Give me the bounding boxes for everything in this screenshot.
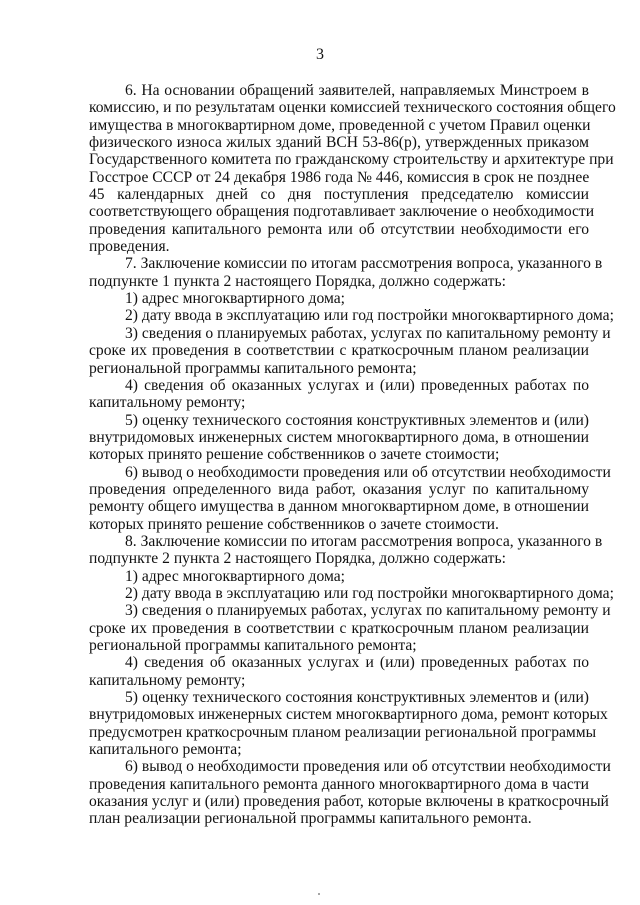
text-line: имущества в многоквартирном доме, проведенной с учетом Правил оценки <box>89 116 591 134</box>
text-line: сроке их проведения в соответствии с краткосрочным планом реализации <box>89 342 589 360</box>
text-line: 4) сведения об оказанных услугах и (или) проведенных работах по <box>125 376 589 394</box>
text-line: которых принято решение собственников о зачете стоимости. <box>89 515 499 533</box>
text-line: 5) оценку технического состояния конструктивных элементов и (или) <box>125 411 589 429</box>
text-line: капитальному ремонту; <box>89 394 246 412</box>
text-line: которых принято решение собственников о зачете стоимости; <box>89 446 500 464</box>
text-line: 6) вывод о необходимости проведения или об отсутствии необходимости <box>125 463 611 481</box>
page-number: 3 <box>316 46 324 63</box>
text-line: 2) дату ввода в эксплуатацию или год постройки многоквартирного дома; <box>125 307 614 325</box>
text-line: проведения капитального ремонта данного многоквартирного дома в части <box>89 775 589 793</box>
text-line: соответствующего обращения подготавливает заключение о необходимости <box>89 203 595 221</box>
text-line: подпункте 1 пункта 2 настоящего Порядка, должно содержать: <box>89 272 506 290</box>
text-line: Государственного комитета по гражданскому строительству и архитектуре при <box>89 151 614 169</box>
text-line: 3) сведения о планируемых работах, услугах по капитальному ремонту и <box>125 602 611 620</box>
text-line: 6. На основании обращений заявителей, направляемых Минстроем в <box>125 82 589 99</box>
text-line: 7. Заключение комиссии по итогам рассмотрения вопроса, указанного в <box>125 255 603 273</box>
text-line: 3) сведения о планируемых работах, услугах по капитальному ремонту и <box>125 324 611 342</box>
text-line: проведения определенного вида работ, оказания услуг по капитальному <box>89 480 589 498</box>
text-line: 8. Заключение комиссии по итогам рассмотрения вопроса, указанного в <box>125 532 603 550</box>
scan-speck <box>318 893 320 895</box>
text-line: внутридомовых инженерных систем многоквартирного дома, ремонт которых <box>89 706 608 724</box>
text-line: предусмотрен краткосрочным планом реализации региональной программы <box>89 723 597 741</box>
text-line: 2) дату ввода в эксплуатацию или год постройки многоквартирного дома; <box>125 584 614 602</box>
document-body <box>89 82 616 828</box>
text-line: капитального ремонта; <box>89 741 242 759</box>
text-line: региональной программы капитального ремонта; <box>89 637 417 654</box>
text-line: капитальному ремонту; <box>89 671 246 689</box>
text-line: 1) адрес многоквартирного дома; <box>125 290 345 308</box>
text-line: план реализации региональной программы капитального ремонта. <box>89 810 532 828</box>
text-line: комиссию, и по результатам оценки комиссией технического состояния общего <box>89 99 616 117</box>
text-line: физического износа жилых зданий ВСН 53-86(р), утвержденных приказом <box>89 134 589 152</box>
text-line: региональной программы капитального ремонта; <box>89 359 417 377</box>
text-line: 4) сведения об оказанных услугах и (или) проведенных работах по <box>125 654 589 672</box>
text-line: оказания услуг и (или) проведения работ, которые включены в краткосрочный <box>89 793 609 811</box>
text-line: 45 календарных дней со дня поступления председателю комиссии <box>89 186 589 204</box>
text-line: проведения капитального ремонта или об отсутствии необходимости его <box>89 220 589 238</box>
text-line: ремонту общего имущества в данном многоквартирном доме, в отношении <box>89 498 589 516</box>
text-line: 6) вывод о необходимости проведения или об отсутствии необходимости <box>125 758 611 776</box>
text-line: 5) оценку технического состояния конструктивных элементов и (или) <box>125 689 589 707</box>
text-line: Госстрое СССР от 24 декабря 1986 года № 446, комиссия в срок не позднее <box>89 168 590 186</box>
text-line: сроке их проведения в соответствии с краткосрочным планом реализации <box>89 619 589 637</box>
text-line: 1) адрес многоквартирного дома; <box>125 567 345 585</box>
text-line: внутридомовых инженерных систем многоквартирного дома, в отношении <box>89 428 589 446</box>
text-line: подпункте 2 пункта 2 настоящего Порядка, должно содержать: <box>89 550 506 568</box>
text-line: проведения. <box>89 238 170 256</box>
